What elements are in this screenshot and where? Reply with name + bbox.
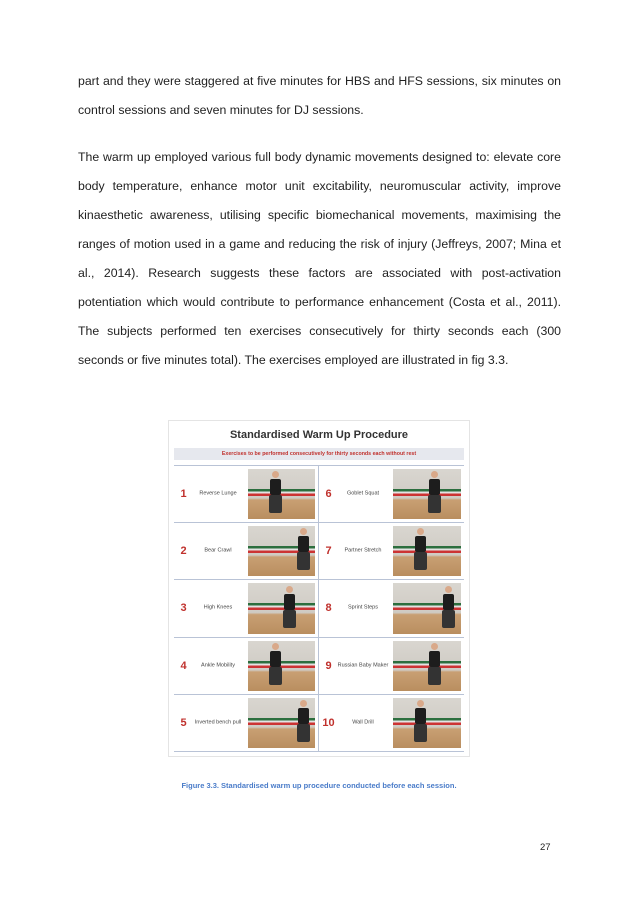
exercise-number: 7 bbox=[325, 545, 332, 558]
exercise-photo bbox=[248, 583, 315, 633]
exercise-photo bbox=[393, 469, 461, 519]
exercise-number: 1 bbox=[180, 488, 187, 501]
exercise-photo bbox=[393, 698, 461, 748]
exercise-name: Russian Baby Maker bbox=[337, 662, 389, 669]
figure-subtitle: Exercises to be performed consecutively for thirty seconds each without rest bbox=[174, 448, 464, 460]
exercise-name: Bear Crawl bbox=[204, 547, 232, 554]
person-silhouette bbox=[266, 643, 286, 687]
exercise-name: Goblet Squat bbox=[346, 490, 380, 497]
person-silhouette bbox=[425, 471, 445, 515]
exercise-cell bbox=[319, 638, 464, 695]
person-silhouette bbox=[280, 586, 300, 630]
exercise-photo bbox=[393, 526, 461, 576]
exercise-name: Reverse Lunge bbox=[199, 490, 237, 497]
body-paragraph-1: part and they were staggered at five minutes for HBS and HFS sessions, six minutes on control sessions and seven minutes for DJ sessions. bbox=[78, 74, 561, 117]
exercise-cell bbox=[319, 466, 464, 523]
warm-up-figure bbox=[168, 420, 470, 757]
person-silhouette bbox=[266, 471, 286, 515]
exercise-number: 4 bbox=[180, 659, 187, 672]
person-silhouette bbox=[411, 528, 431, 572]
person-silhouette bbox=[411, 700, 431, 744]
exercise-cell bbox=[174, 695, 319, 752]
person-silhouette bbox=[425, 643, 445, 687]
page-number: 27 bbox=[540, 842, 551, 853]
exercise-name: Wall Drill bbox=[352, 719, 374, 726]
exercise-cell bbox=[174, 638, 319, 695]
exercise-grid bbox=[174, 465, 464, 752]
exercise-number: 8 bbox=[325, 602, 332, 615]
exercise-photo bbox=[248, 469, 315, 519]
figure-caption: Figure 3.3. Standardised warm up procedure conducted before each session. bbox=[181, 781, 457, 790]
exercise-cell bbox=[174, 523, 319, 580]
exercise-number: 9 bbox=[325, 659, 332, 672]
exercise-photo bbox=[393, 583, 461, 633]
exercise-number: 3 bbox=[180, 602, 187, 615]
exercise-name: Partner Stretch bbox=[344, 547, 382, 554]
exercise-number: 5 bbox=[180, 716, 187, 729]
exercise-name: Inverted bench pull bbox=[194, 719, 242, 726]
exercise-name: High Knees bbox=[203, 604, 233, 611]
figure-title: Standardised Warm Up Procedure bbox=[229, 429, 409, 441]
exercise-number: 2 bbox=[180, 545, 187, 558]
exercise-photo bbox=[248, 698, 315, 748]
exercise-name: Sprint Steps bbox=[348, 604, 378, 611]
exercise-name: Ankle Mobility bbox=[201, 662, 235, 669]
person-silhouette bbox=[294, 700, 314, 744]
exercise-cell bbox=[319, 523, 464, 580]
exercise-cell bbox=[319, 695, 464, 752]
exercise-photo bbox=[393, 641, 461, 691]
exercise-number: 10 bbox=[322, 716, 335, 729]
exercise-photo bbox=[248, 641, 315, 691]
person-silhouette bbox=[294, 528, 314, 572]
exercise-cell bbox=[319, 580, 464, 637]
exercise-cell bbox=[174, 466, 319, 523]
body-paragraph-2: The warm up employed various full body dynamic movements designed to: elevate core body temperature, enhance motor unit excitability, neuromuscular activity, improve kinaesthetic awareness, utilising specific biomechanical movements, maximising the ranges of motion used in a game and reducing the risk of injury (Jeffreys, 2007; Mina et al., 2014). Research suggests these factors are associated with post-activation potentiation which would contribute to performance enhancement (Costa et al., 2011). The subjects performed ten exercises consecutively for thirty seconds each (300 seconds or five minutes total). The exercises employed are illustrated in fig 3.3. bbox=[78, 150, 561, 367]
person-silhouette bbox=[439, 586, 459, 630]
exercise-number: 6 bbox=[325, 488, 332, 501]
exercise-photo bbox=[248, 526, 315, 576]
exercise-cell bbox=[174, 580, 319, 637]
